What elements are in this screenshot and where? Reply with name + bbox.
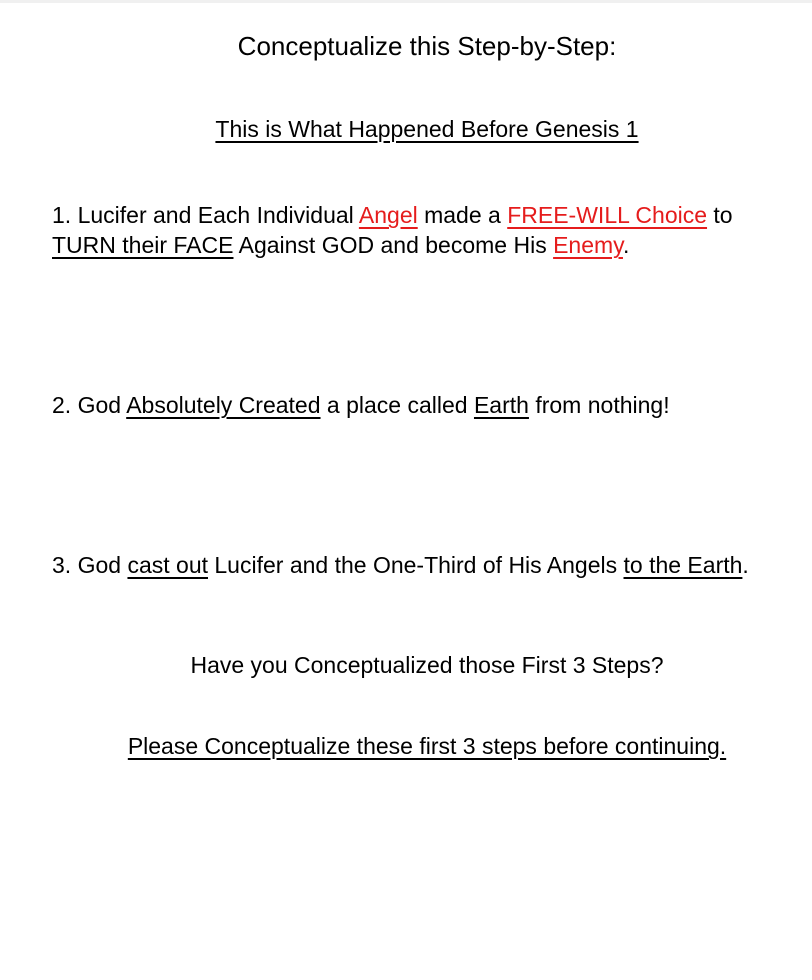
step-1-number: 1. [52,202,72,228]
question-text: Have you Conceptualized those First 3 Steps? [190,652,664,678]
step-3 [52,550,802,580]
continue-note-text: Please Conceptualize these first 3 steps before continuing. [127,733,727,759]
step-3-cast-out: cast out [127,552,208,578]
step-2-text-b: a place called [326,392,468,418]
step-1-text-c: to [713,202,733,228]
step-3-text-b: Lucifer and the One-Third of His Angels [214,552,618,578]
step-1-turn-their-face: TURN their FACE [52,232,234,258]
document-title: Conceptualize this Step-by-Step: [237,31,617,61]
step-3-period: . [742,552,749,578]
step-3-number: 3. [52,552,72,578]
step-1-text-a: Lucifer and Each Individual [77,202,354,228]
step-3-to-the-earth: to the Earth [623,552,743,578]
step-1-enemy: Enemy [553,232,623,258]
step-1-angel: Angel [358,202,418,228]
continue-note [0,731,812,761]
step-1-free-will-choice: FREE-WILL Choice [507,202,708,228]
step-2 [52,390,802,420]
step-3-text-a: God [77,552,122,578]
step-2-absolutely-created: Absolutely Created [126,392,321,418]
document-subtitle [0,115,812,143]
step-2-number: 2. [52,392,72,418]
step-1-period: . [622,232,630,258]
top-border [0,0,812,3]
step-2-earth: Earth [473,392,529,418]
step-2-text-a: God [77,392,122,418]
step-1 [52,200,802,260]
step-1-text-b: made a [424,202,501,228]
subtitle-text: This is What Happened Before Genesis 1 [215,116,639,142]
step-1-text-d: Against GOD and become His [238,232,547,258]
step-2-text-c: from nothing! [535,392,670,418]
